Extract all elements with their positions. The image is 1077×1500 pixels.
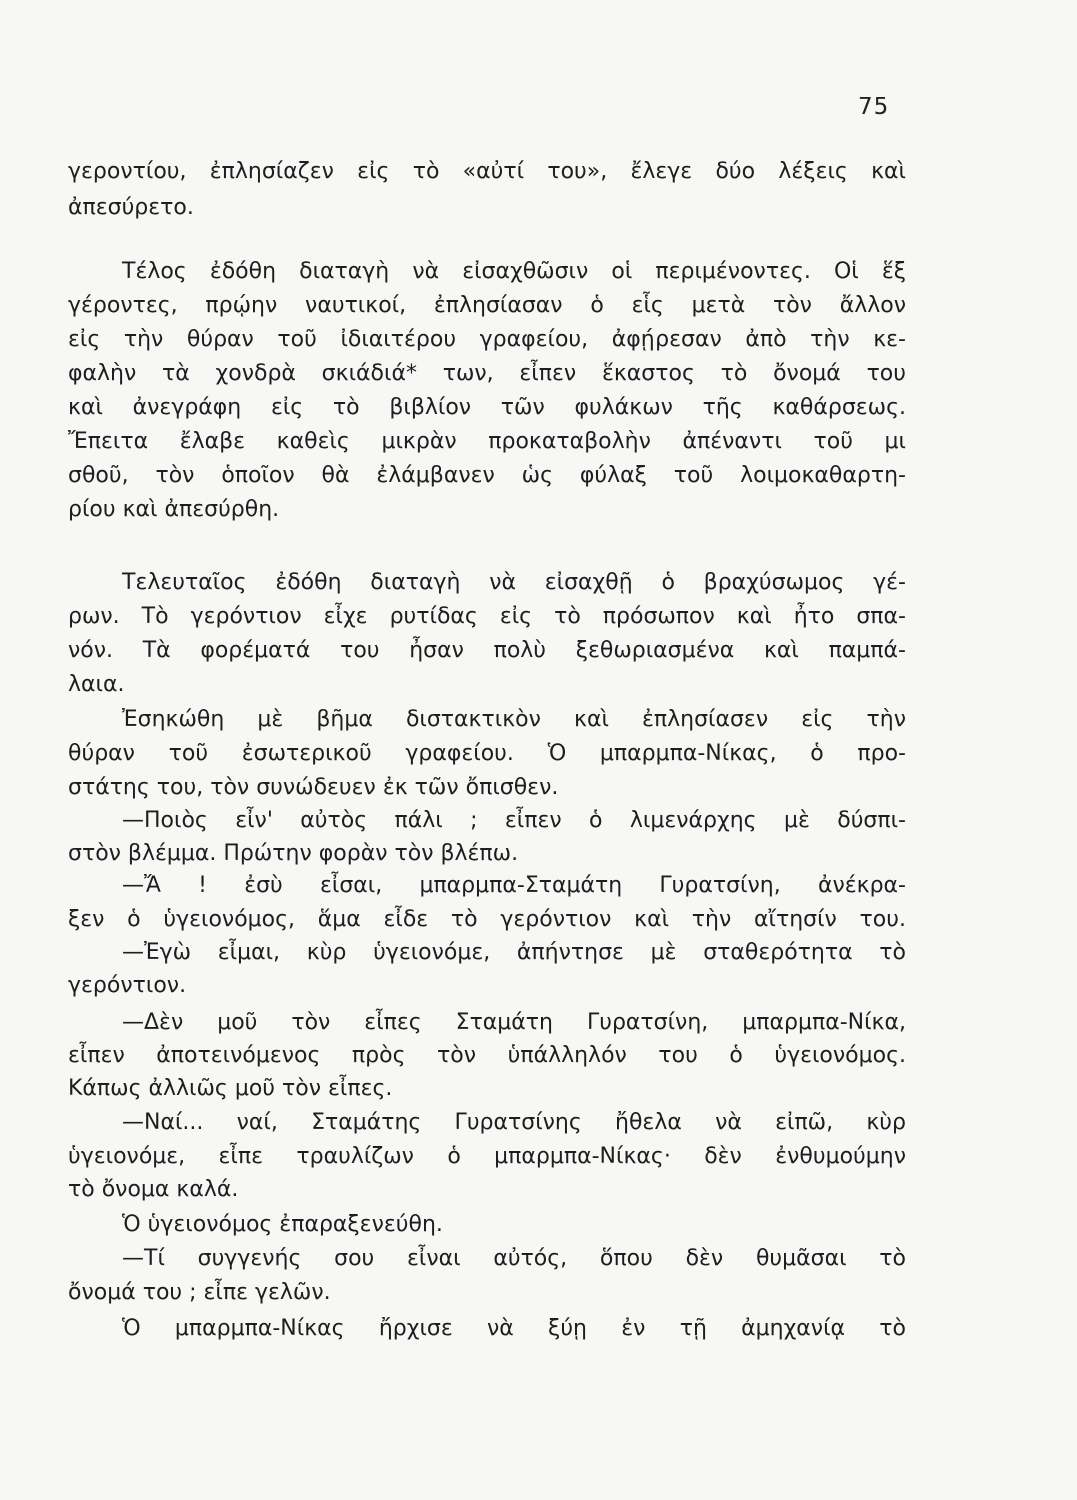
text-line: Ἔπειτα ἔλαβε καθεὶς μικρὰν προκαταβολὴν ἀπέναντι τοῦ μι — [68, 429, 906, 454]
text-line: γερόντιον. — [68, 973, 187, 998]
text-line: —Ἐγὼ εἶμαι, κὺρ ὑγειονόμε, ἀπήντησε μὲ σταθερότητα τὸ — [122, 940, 906, 965]
text-line: Τέλος ἐδόθη διαταγὴ νὰ εἰσαχθῶσιν οἱ περιμένοντες. Οἱ ἕξ — [122, 259, 906, 284]
text-line: Κάπως ἀλλιῶς μοῦ τὸν εἶπες. — [68, 1076, 393, 1101]
text-line: γεροντίου, ἐπλησίαζεν εἰς τὸ «αὐτί του», ἔλεγε δύο λέξεις καὶ — [68, 159, 906, 184]
text-line: εἶπεν ἀποτεινόμενος πρὸς τὸν ὑπάλληλόν του ὁ ὑγειονόμος. — [68, 1043, 906, 1068]
text-line: στὸν βλέμμα. Πρώτην φορὰν τὸν βλέπω. — [68, 841, 519, 866]
page-number: 75 — [858, 94, 890, 120]
text-line: ξεν ὁ ὑγειονόμος, ἅμα εἶδε τὸ γερόντιον καὶ τὴν αἴτησίν του. — [68, 907, 906, 932]
text-line: θύραν τοῦ ἐσωτερικοῦ γραφείου. Ὁ μπαρμπα-Νίκας, ὁ προ- — [68, 741, 906, 766]
text-line: νόν. Τὰ φορέματά του ἦσαν πολὺ ξεθωριασμένα καὶ παμπά- — [68, 638, 906, 663]
text-line: λαια. — [68, 672, 125, 697]
text-line: Ὁ ὑγειονόμος ἐπαραξενεύθη. — [122, 1212, 443, 1237]
text-line: Τελευταῖος ἐδόθη διαταγὴ νὰ εἰσαχθῇ ὁ βραχύσωμος γέ- — [122, 570, 906, 595]
text-line: εἰς τὴν θύραν τοῦ ἰδιαιτέρου γραφείου, ἀφῄρεσαν ἀπὸ τὴν κε- — [68, 327, 906, 352]
text-line: σθοῦ, τὸν ὁποῖον θὰ ἐλάμβανεν ὡς φύλαξ τοῦ λοιμοκαθαρτη- — [68, 463, 906, 488]
text-line: ρίου καὶ ἀπεσύρθη. — [68, 497, 280, 522]
text-line: φαλὴν τὰ χονδρὰ σκιάδιά* των, εἶπεν ἕκαστος τὸ ὄνομά του — [68, 361, 906, 386]
text-line: —Ναί... ναί, Σταμάτης Γυρατσίνης ἤθελα νὰ εἰπῶ, κὺρ — [122, 1110, 906, 1135]
text-line: Ὁ μπαρμπα-Νίκας ἤρχισε νὰ ξύῃ ἐν τῇ ἀμηχανίᾳ τὸ — [122, 1316, 906, 1341]
text-line: ἀπεσύρετο. — [68, 195, 194, 220]
text-line: ρων. Τὸ γερόντιον εἶχε ρυτίδας εἰς τὸ πρόσωπον καὶ ἦτο σπα- — [68, 604, 906, 629]
text-line: Ἐσηκώθη μὲ βῆμα διστακτικὸν καὶ ἐπλησίασεν εἰς τὴν — [122, 707, 906, 732]
text-line: —Δὲν μοῦ τὸν εἶπες Σταμάτη Γυρατσίνη, μπαρμπα-Νίκα, — [122, 1010, 906, 1035]
text-line: —Ποιὸς εἶν' αὐτὸς πάλι ; εἶπεν ὁ λιμενάρχης μὲ δύσπι- — [122, 808, 906, 833]
text-line: ὄνομά του ; εἶπε γελῶν. — [68, 1280, 331, 1305]
text-line: —Ἄ ! ἐσὺ εἶσαι, μπαρμπα-Σταμάτη Γυρατσίνη, ἀνέκρα- — [122, 873, 906, 898]
text-line: καὶ ἀνεγράφη εἰς τὸ βιβλίον τῶν φυλάκων τῆς καθάρσεως. — [68, 395, 906, 420]
text-line: στάτης του, τὸν συνώδευεν ἐκ τῶν ὄπισθεν. — [68, 775, 559, 800]
text-line: τὸ ὄνομα καλά. — [68, 1177, 239, 1202]
text-line: γέροντες, πρῴην ναυτικοί, ἐπλησίασαν ὁ εἷς μετὰ τὸν ἄλλον — [68, 293, 906, 318]
text-line: ὑγειονόμε, εἶπε τραυλίζων ὁ μπαρμπα-Νίκας· δὲν ἐνθυμούμην — [68, 1144, 906, 1169]
text-line: —Τί συγγενής σου εἶναι αὐτός, ὅπου δὲν θυμᾶσαι τὸ — [122, 1246, 906, 1271]
